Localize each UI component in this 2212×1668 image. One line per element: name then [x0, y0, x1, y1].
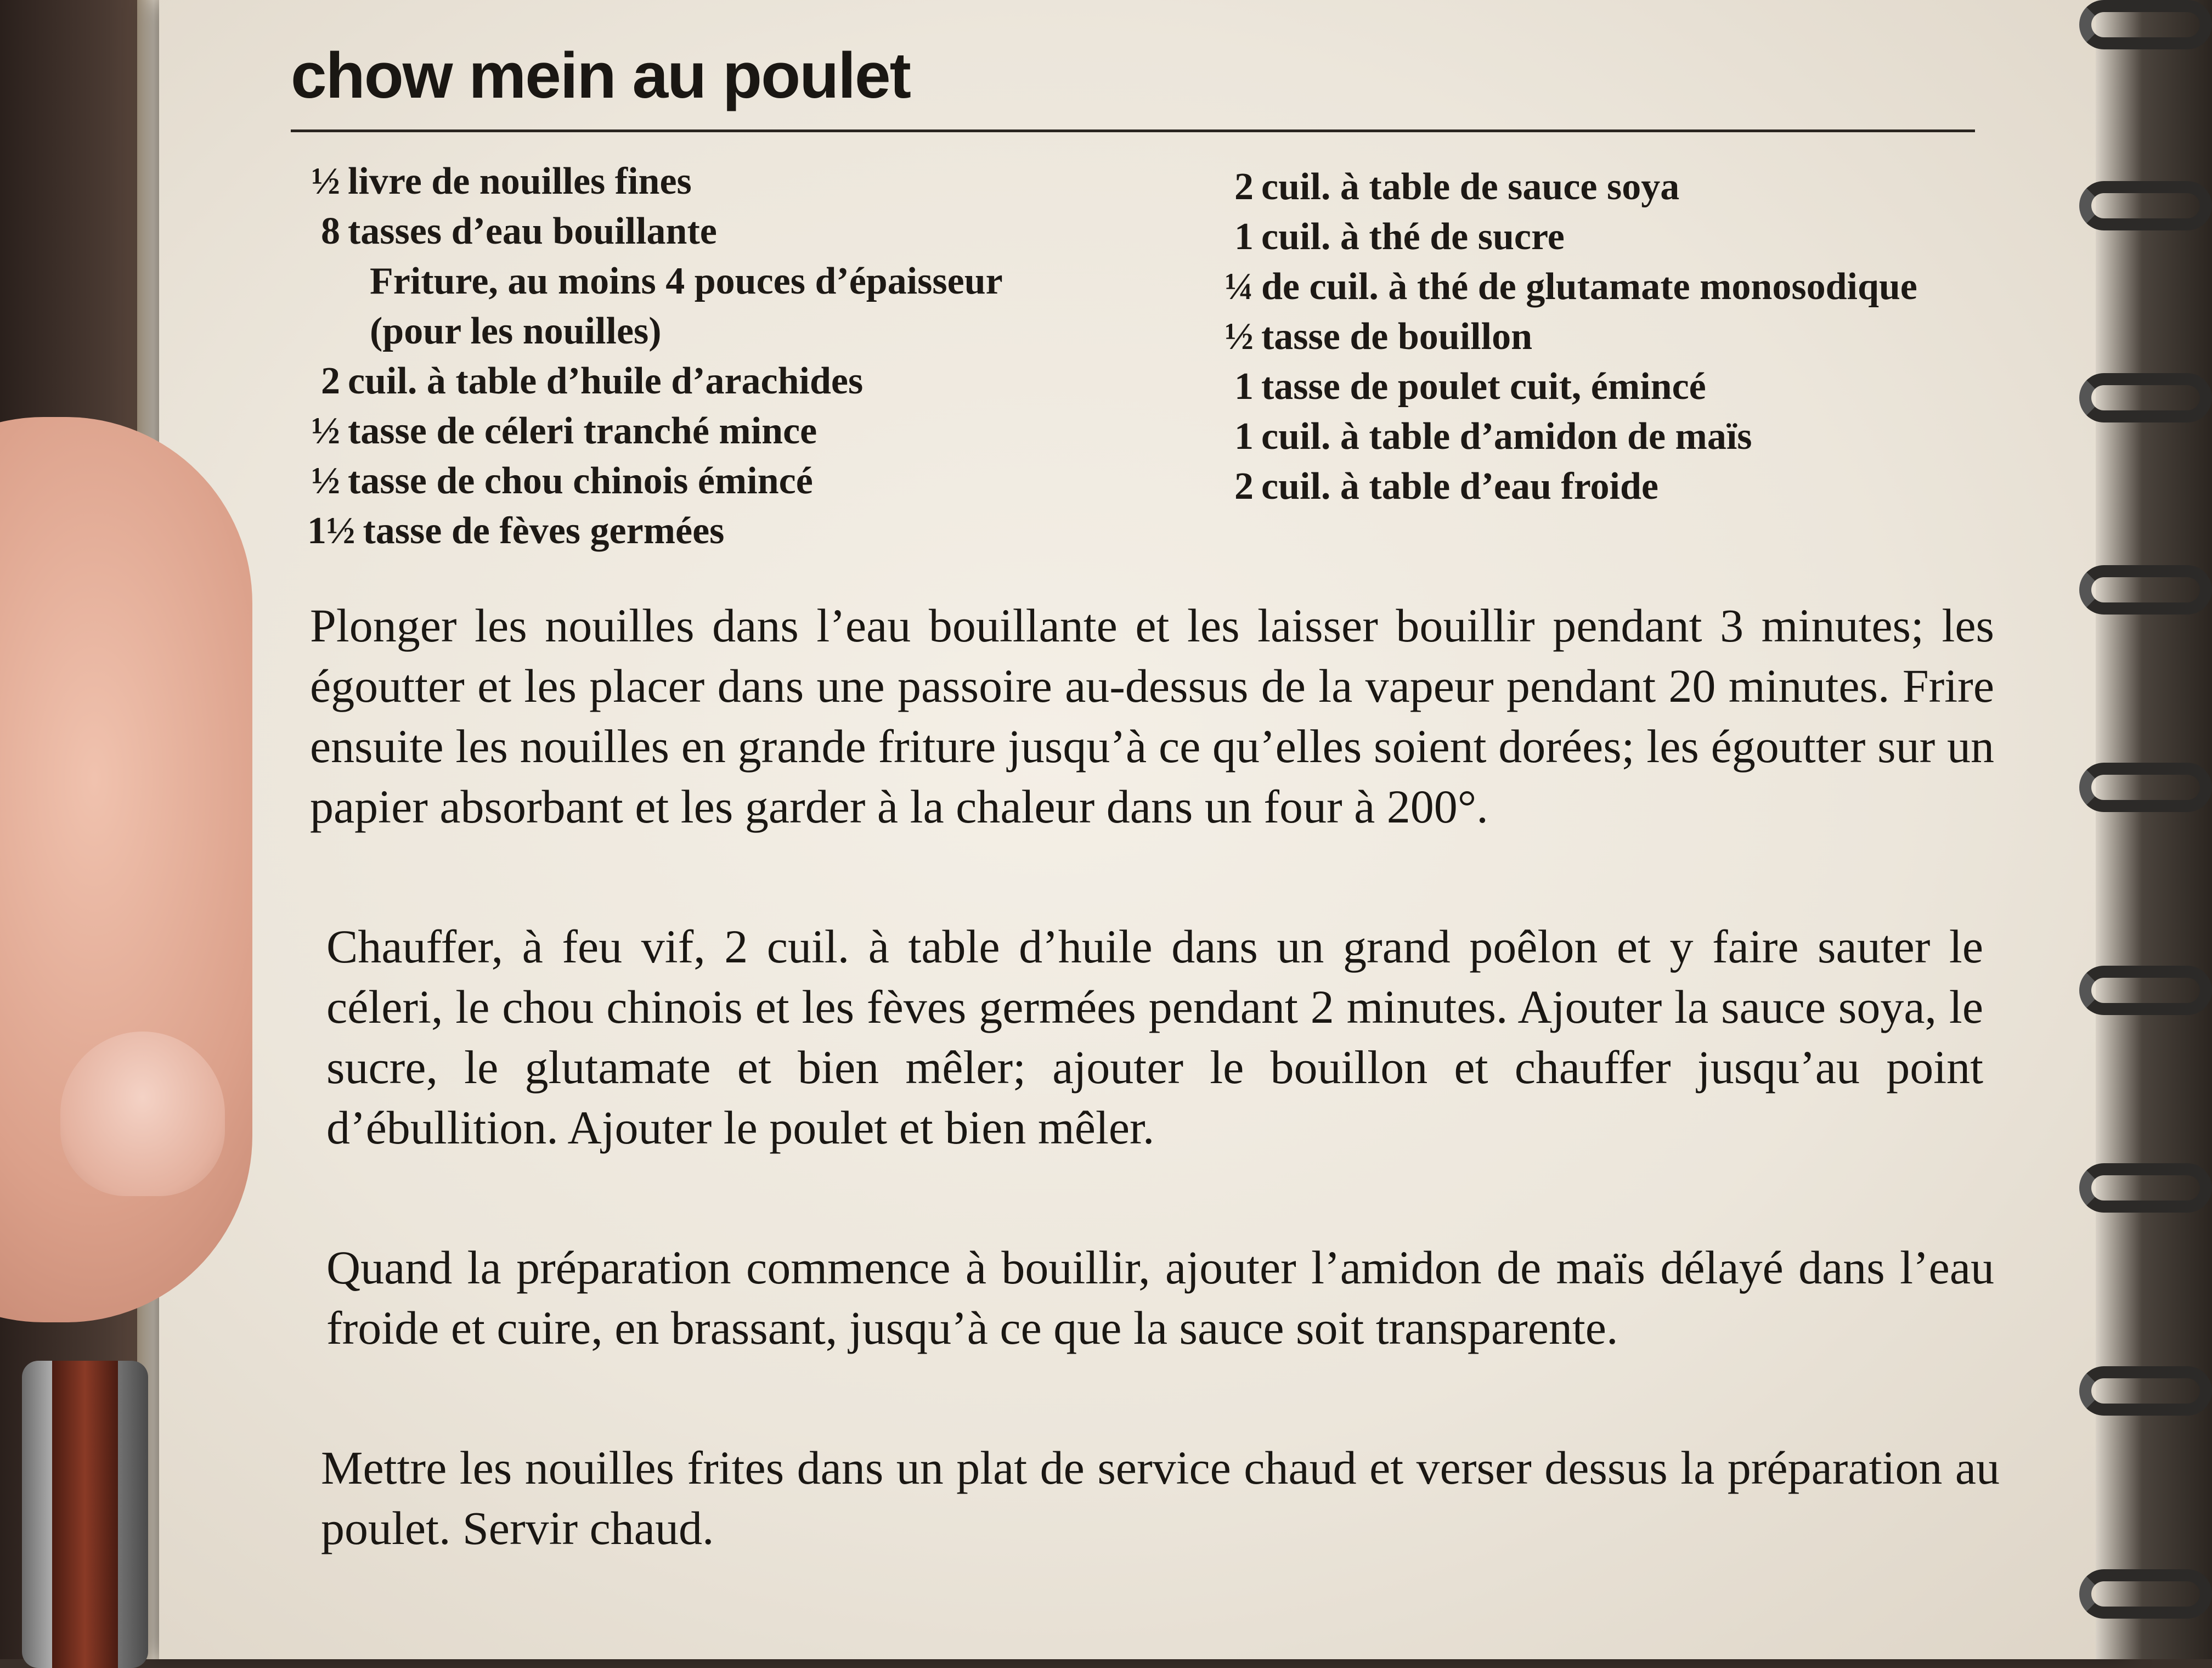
ingredient-item [307, 456, 1003, 506]
ingredient-item [1221, 461, 1917, 511]
binding-coil [2079, 1366, 2212, 1416]
binding-coil [2079, 0, 2212, 49]
ingredient-text: tasse de fèves germées [363, 510, 725, 552]
ingredient-text: cuil. à thé de sucre [1261, 216, 1565, 258]
ingredient-quantity: ½ [311, 160, 340, 202]
ingredient-quantity: 1 [1234, 415, 1254, 458]
ingredient-item [1221, 412, 1917, 461]
ingredient-text: Friture, au moins 4 pouces d’épaisseur [370, 260, 1003, 302]
ingredient-item [307, 156, 1003, 206]
ingredient-quantity: ½ [311, 410, 340, 452]
ingredient-text: de cuil. à thé de glutamate monosodique [1261, 266, 1917, 308]
ingredients-right-column [1221, 162, 1917, 511]
ingredient-text: tasses d’eau bouillante [348, 210, 717, 252]
ingredients-left-column [307, 156, 1003, 556]
ingredient-item [307, 306, 1003, 356]
ingredient-item [1221, 162, 1917, 212]
ingredient-item [1221, 262, 1917, 312]
ingredient-quantity: 1 [1234, 365, 1254, 408]
ingredient-item [307, 256, 1003, 306]
ingredient-item [307, 506, 1003, 556]
title-divider [291, 129, 1975, 132]
ingredient-item [1221, 362, 1917, 412]
ingredient-text: cuil. à table d’eau froide [1261, 465, 1658, 508]
binding-coil [2079, 373, 2212, 422]
ingredient-item [307, 356, 1003, 406]
instruction-paragraph: Quand la préparation commence à bouillir, ajouter l’amidon de maïs délayé dans l’eau froide et cuire, en brassant, jusqu’à ce que la sauce soit transparente. [326, 1241, 1994, 1354]
ingredient-item [307, 206, 1003, 256]
ingredient-text: cuil. à table d’huile d’arachides [348, 360, 864, 402]
binding-coil [2079, 1163, 2212, 1213]
ingredient-quantity: ¼ [1224, 266, 1254, 308]
ingredient-quantity: ½ [311, 460, 340, 502]
ingredient-quantity: 1 [1234, 216, 1254, 258]
ingredient-text: tasse de céleri tranché mince [348, 410, 817, 452]
ingredient-quantity: 2 [321, 360, 340, 402]
ingredient-text: livre de nouilles fines [348, 160, 692, 202]
binding-coil [2079, 1569, 2212, 1619]
instruction-paragraph: Chauffer, à feu vif, 2 cuil. à table d’huile dans un grand poêlon et y faire sauter le céleri, le chou chinois et les fèves germées pendant 2 minutes. Ajouter la sauce soya, le sucre, le glutamate et bien mêler; ajouter le bouillon et chauffer jusqu’au point d’ébullition. Ajouter le poulet et bien mêler. [326, 920, 1983, 1154]
ingredient-item [307, 406, 1003, 456]
ingredient-text: tasse de poulet cuit, émincé [1261, 365, 1706, 408]
ingredient-item [1221, 312, 1917, 362]
thumbnail [60, 1032, 225, 1196]
ingredient-text: (pour les nouilles) [370, 310, 662, 352]
binding-coil [2079, 966, 2212, 1015]
binding-coil [2079, 565, 2212, 615]
instruction-paragraph: Plonger les nouilles dans l’eau bouillante et les laisser bouillir pendant 3 minutes; les égoutter et les placer dans une passoire au-dessus de la vapeur pendant 20 minutes. Frire ensuite les nouilles en grande friture jusqu’à ce qu’elles soient dorées; les égoutter sur un papier absorbant et les garder à la chaleur dans un four à 200°. [310, 599, 1994, 833]
ingredient-text: cuil. à table de sauce soya [1261, 166, 1680, 208]
ingredient-quantity: 2 [1234, 465, 1254, 508]
ingredient-quantity: 1½ [307, 510, 356, 552]
ingredient-item [1221, 212, 1917, 262]
ingredient-text: cuil. à table d’amidon de maïs [1261, 415, 1752, 458]
instruction-paragraph: Mettre les nouilles frites dans un plat de service chaud et verser dessus la préparation au poulet. Servir chaud. [321, 1441, 2000, 1554]
binding-coil [2079, 181, 2212, 230]
ingredient-quantity: 2 [1234, 166, 1254, 208]
ingredient-quantity: 8 [321, 210, 340, 252]
ingredient-text: tasse de chou chinois émincé [348, 460, 813, 502]
ingredient-text: tasse de bouillon [1261, 315, 1532, 358]
binding-coil [2079, 763, 2212, 812]
recipe-title: chow mein au poulet [291, 40, 910, 112]
finger-ring-inlay [52, 1361, 118, 1668]
ingredient-quantity: ½ [1224, 315, 1254, 358]
